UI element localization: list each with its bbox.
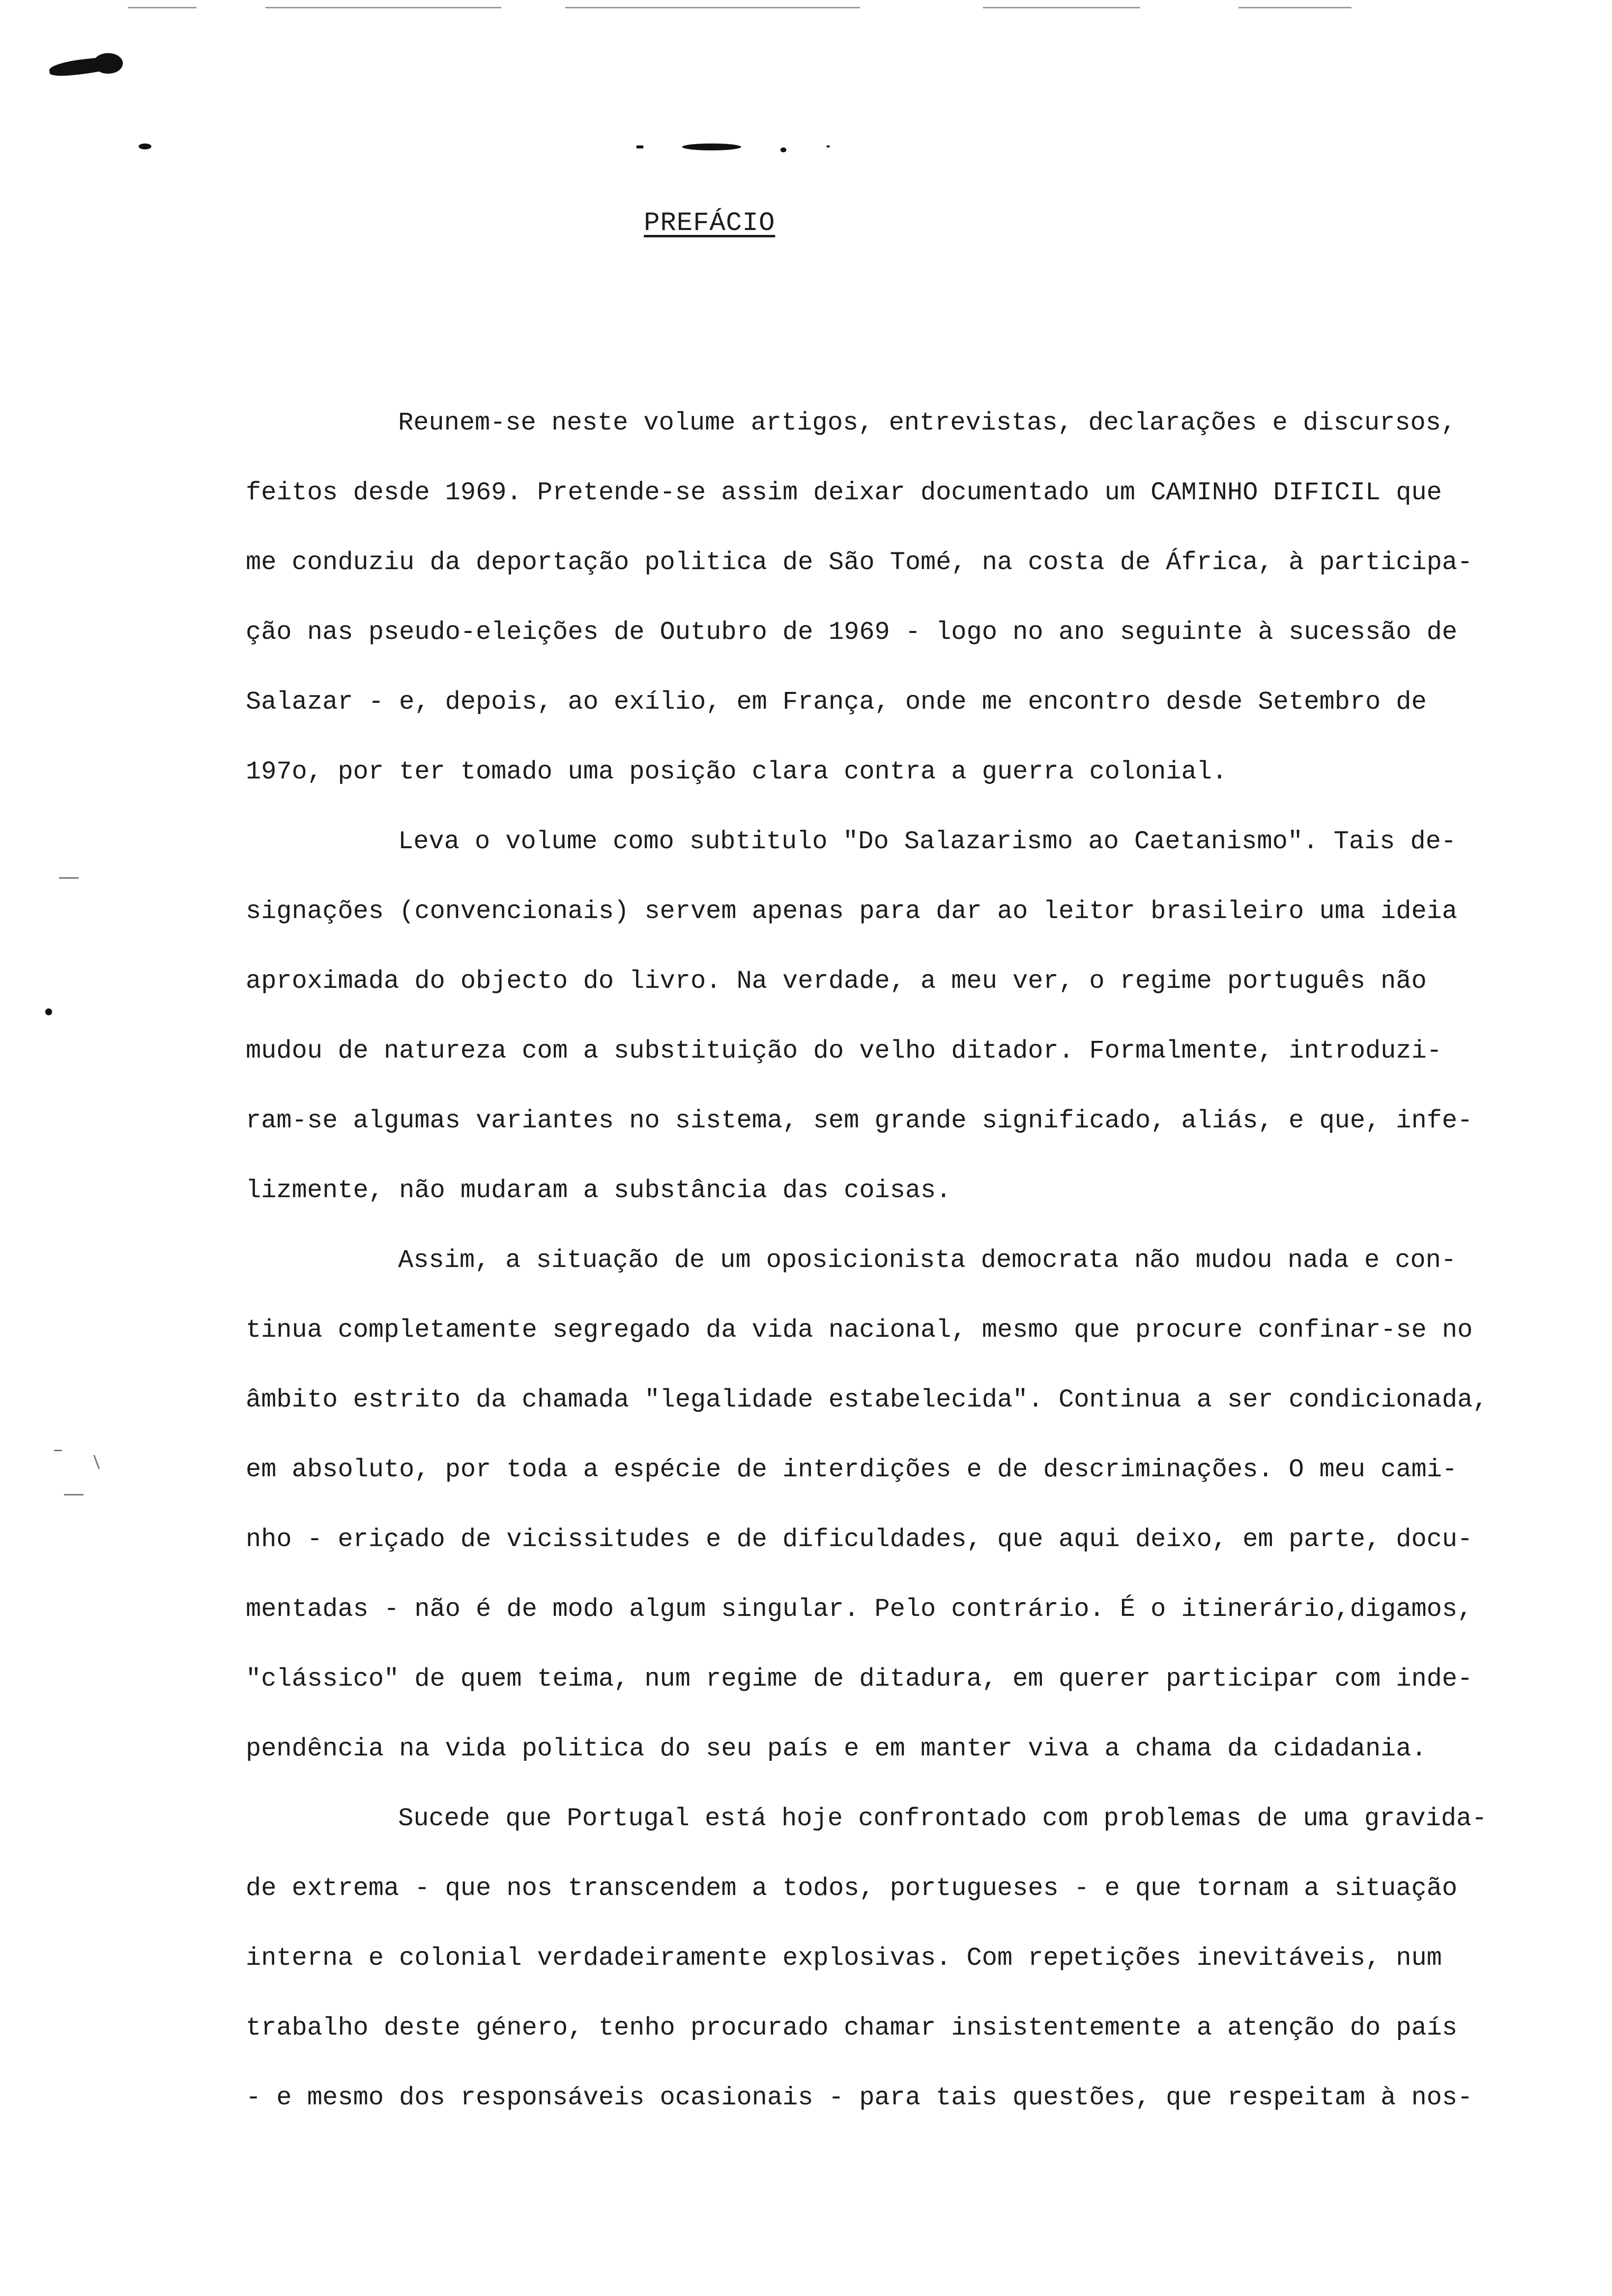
text-line: Sucede que Portugal está hoje confrontado com problemas de uma gravida- [398,1804,1487,1833]
scan-edge-line [983,7,1140,8]
ink-dot [827,145,830,147]
ink-smudge [682,144,741,150]
ink-dot [139,144,151,149]
document-body [246,388,1504,2133]
text-line: Leva o volume como subtitulo "Do Salazarismo ao Caetanismo". Tais de- [398,827,1457,856]
paragraph [246,1784,1504,2133]
ink-dot [45,1008,52,1015]
scan-edge-line [1238,7,1352,8]
text-line: Salazar - e, depois, ao exílio, em França, onde me encontro desde Setembro de [246,688,1427,717]
scan-edge-line [128,7,197,8]
text-line: interna e colonial verdadeiramente explosivas. Com repetições inevitáveis, num [246,1944,1442,1973]
paragraph [246,388,1504,807]
text-line: nho - eriçado de vicissitudes e de dificuldades, que aqui deixo, em parte, docu- [246,1525,1473,1554]
page-title: PREFÁCIO [644,208,776,239]
text-line: 197o, por ter tomado uma posição clara contra a guerra colonial. [246,757,1228,786]
scan-edge-line [565,7,860,8]
text-line: signações (convencionais) servem apenas para dar ao leitor brasileiro uma ideia [246,897,1458,926]
text-line: Reunem-se neste volume artigos, entrevistas, declarações e discursos, [398,408,1457,437]
text-line: "clássico" de quem teima, num regime de ditadura, em querer participar com inde- [246,1665,1473,1693]
scan-edge-line [265,7,501,8]
text-line: lizmente, não mudaram a substância das coisas. [246,1176,951,1205]
text-line: ção nas pseudo-eleições de Outubro de 1969 - logo no ano seguinte à sucessão de [246,618,1458,647]
text-line: de extrema - que nos transcendem a todos, portugueses - e que tornam a situação [246,1874,1458,1903]
text-line: feitos desde 1969. Pretende-se assim deixar documentado um CAMINHO DIFICIL que [246,478,1442,507]
margin-tick [59,877,79,879]
text-line: aproximada do objecto do livro. Na verdade, a meu ver, o regime português não [246,967,1427,996]
text-line: pendência na vida politica do seu país e em manter viva a chama da cidadania. [246,1734,1427,1763]
margin-tick [54,1450,62,1451]
margin-tick [64,1494,84,1495]
text-line: mudou de natureza com a substituição do velho ditador. Formalmente, introduzi- [246,1036,1442,1065]
text-line: ram-se algumas variantes no sistema, sem grande significado, aliás, e que, infe- [246,1106,1473,1135]
ink-dot [780,147,786,152]
text-line: em absoluto, por toda a espécie de interdições e de descriminações. O meu cami- [246,1455,1458,1484]
ink-blot [93,53,123,74]
ink-dot [636,145,643,148]
text-line: âmbito estrito da chamada "legalidade estabelecida". Continua a ser condicionada, [246,1385,1488,1414]
text-line: trabalho deste género, tenho procurado chamar insistentemente a atenção do país [246,2013,1458,2042]
text-line: mentadas - não é de modo algum singular. Pelo contrário. É o itinerário,digamos, [246,1595,1473,1624]
text-line: tinua completamente segregado da vida nacional, mesmo que procure confinar-se no [246,1316,1473,1345]
text-line: Assim, a situação de um oposicionista democrata não mudou nada e con- [398,1246,1457,1275]
text-line: - e mesmo dos responsáveis ocasionais - para tais questões, que respeitam à nos- [246,2083,1473,2112]
paragraph [246,1226,1504,1784]
paragraph [246,807,1504,1226]
text-line: me conduziu da deportação politica de São Tomé, na costa de África, à participa- [246,548,1473,577]
margin-tick [93,1455,100,1469]
